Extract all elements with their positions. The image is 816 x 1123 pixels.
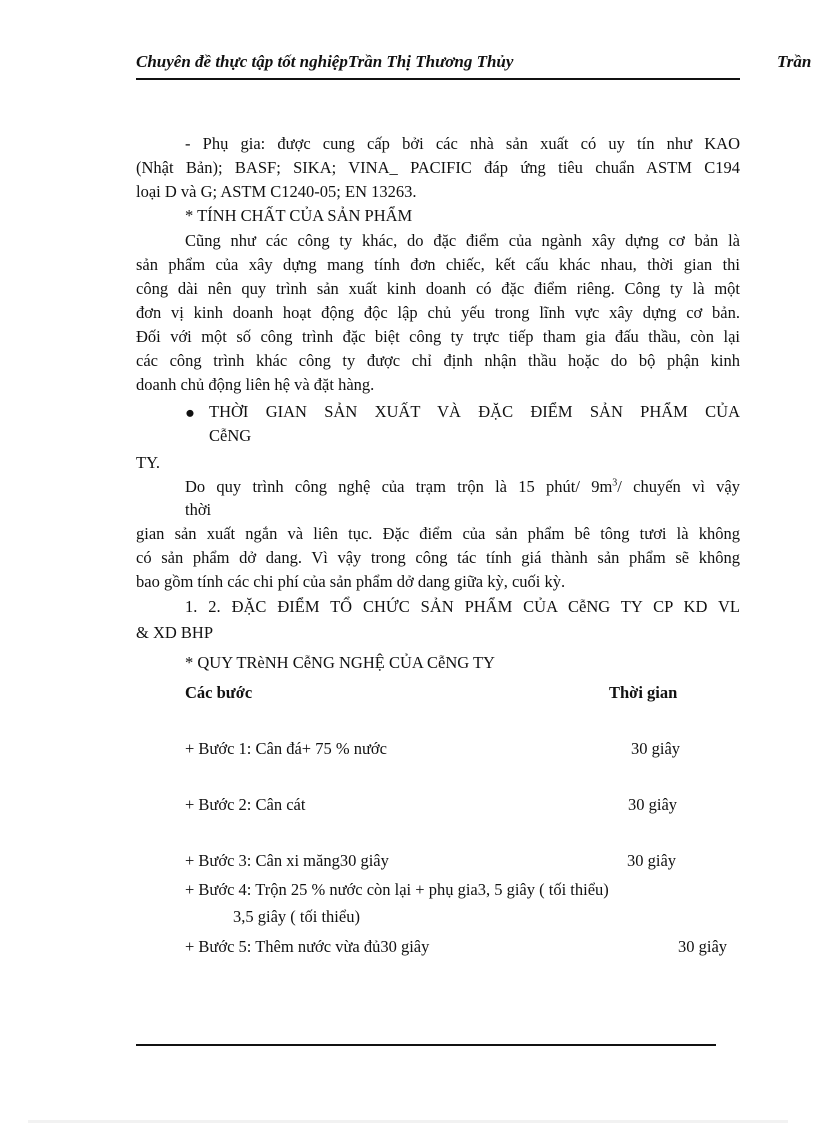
footer-rule [136, 1044, 716, 1046]
step-label: + Bước 1: Cân đá+ 75 % nước [185, 739, 387, 758]
superscript: 3 [612, 477, 618, 489]
step-label: + Bước 5: Thêm nước vừa đủ30 giây [185, 937, 430, 956]
page-header [136, 50, 816, 74]
paragraph-line: gian sản xuất ngắn và liên tục. Đặc điểm của sản phẩm bê tông tươi là không [136, 524, 740, 543]
paragraph-line: các công trình khác công ty được chỉ định nhận thầu hoặc do bộ phận kinh [136, 351, 740, 370]
paragraph-line: công dài nên quy trình sản xuất kinh doanh có đặc điểm riêng. Công ty là một [136, 279, 740, 298]
paragraph-line: - Phụ gia: được cung cấp bởi các nhà sản xuất có uy tín như KAO [185, 134, 740, 153]
paragraph-line: bao gồm tính các chi phí của sản phẩm dở dang giữa kỳ, cuối kỳ. [136, 572, 566, 591]
step-time: 30 giây [631, 739, 681, 758]
product-heading: * TÍNH CHẤT CỦA SẢN PHẨM [185, 206, 413, 225]
paragraph-line: Cũng như các công ty khác, do đặc điểm của ngành xây dựng cơ bản là [185, 231, 740, 250]
column-header-time: Thời gian [609, 683, 678, 702]
step-label: + Bước 3: Cân xi măng30 giây [185, 851, 389, 870]
paragraph-line: (Nhật Bản); BASF; SIKA; VINA_ PACIFIC đáp ứng tiêu chuẩn ASTM C194 [136, 158, 740, 177]
section-heading: 1. 2. ĐẶC ĐIỂM TỔ CHỨC SẢN PHẨM CỦA CễNG TY CP KD VL [185, 597, 740, 616]
process-heading: * QUY TRèNH CễNG NGHỆ CỦA CễNG TY [185, 653, 495, 672]
step-time: 30 giây [628, 795, 678, 814]
text-run: Do quy trình công nghệ của trạm trộn là 15 phút/ 9m [185, 477, 613, 496]
paragraph-line: sản phẩm của xây dựng mang tính đơn chiếc, kết cấu khác nhau, thời gian thi [136, 255, 740, 274]
paragraph-line: loại D và G; ASTM C1240-05; EN 13263. [136, 182, 417, 201]
paragraph-line: Đối với một số công trình đặc biệt công ty trực tiếp tham gia đấu thầu, còn lại [136, 327, 740, 346]
step-time: 3,5 giây ( tối thiểu) [233, 907, 360, 926]
paragraph-line: đơn vị kinh doanh hoạt động độc lập chủ yếu trong lĩnh vực xây dựng cơ bản. [136, 303, 740, 322]
bullet-heading-cont: CễNG [209, 426, 252, 445]
bullet-heading-end: TY. [136, 453, 160, 472]
step-time: 30 giây [627, 851, 677, 870]
bullet-heading: THỜI GIAN SẢN XUẤT VÀ ĐẶC ĐIỂM SẢN PHẨM CỦA [209, 402, 740, 421]
step-label: + Bước 4: Trộn 25 % nước còn lại + phụ gia3, 5 giây ( tối thiểu) [185, 880, 609, 899]
bullet-icon: ● [185, 403, 195, 422]
text-run: / chuyến vì vậy [617, 477, 740, 496]
paragraph-line: thời [185, 500, 212, 519]
paragraph-line: doanh chủ động liên hệ và đặt hàng. [136, 375, 375, 394]
header-author-cutoff: Trần [777, 52, 812, 71]
paragraph-line: có sản phẩm dở dang. Vì vậy trong công tác tính giá thành sản phẩm sẽ không [136, 548, 740, 567]
step-time: 30 giây [678, 937, 728, 956]
step-label: + Bước 2: Cân cát [185, 795, 306, 814]
column-header-steps: Các bước [185, 683, 253, 702]
paragraph-line [185, 475, 740, 499]
header-title: Chuyên đề thực tập tốt nghiệpTrần Thị Thương Thủy [136, 52, 514, 71]
section-heading-cont: & XD BHP [136, 623, 214, 642]
header-rule [136, 78, 740, 80]
